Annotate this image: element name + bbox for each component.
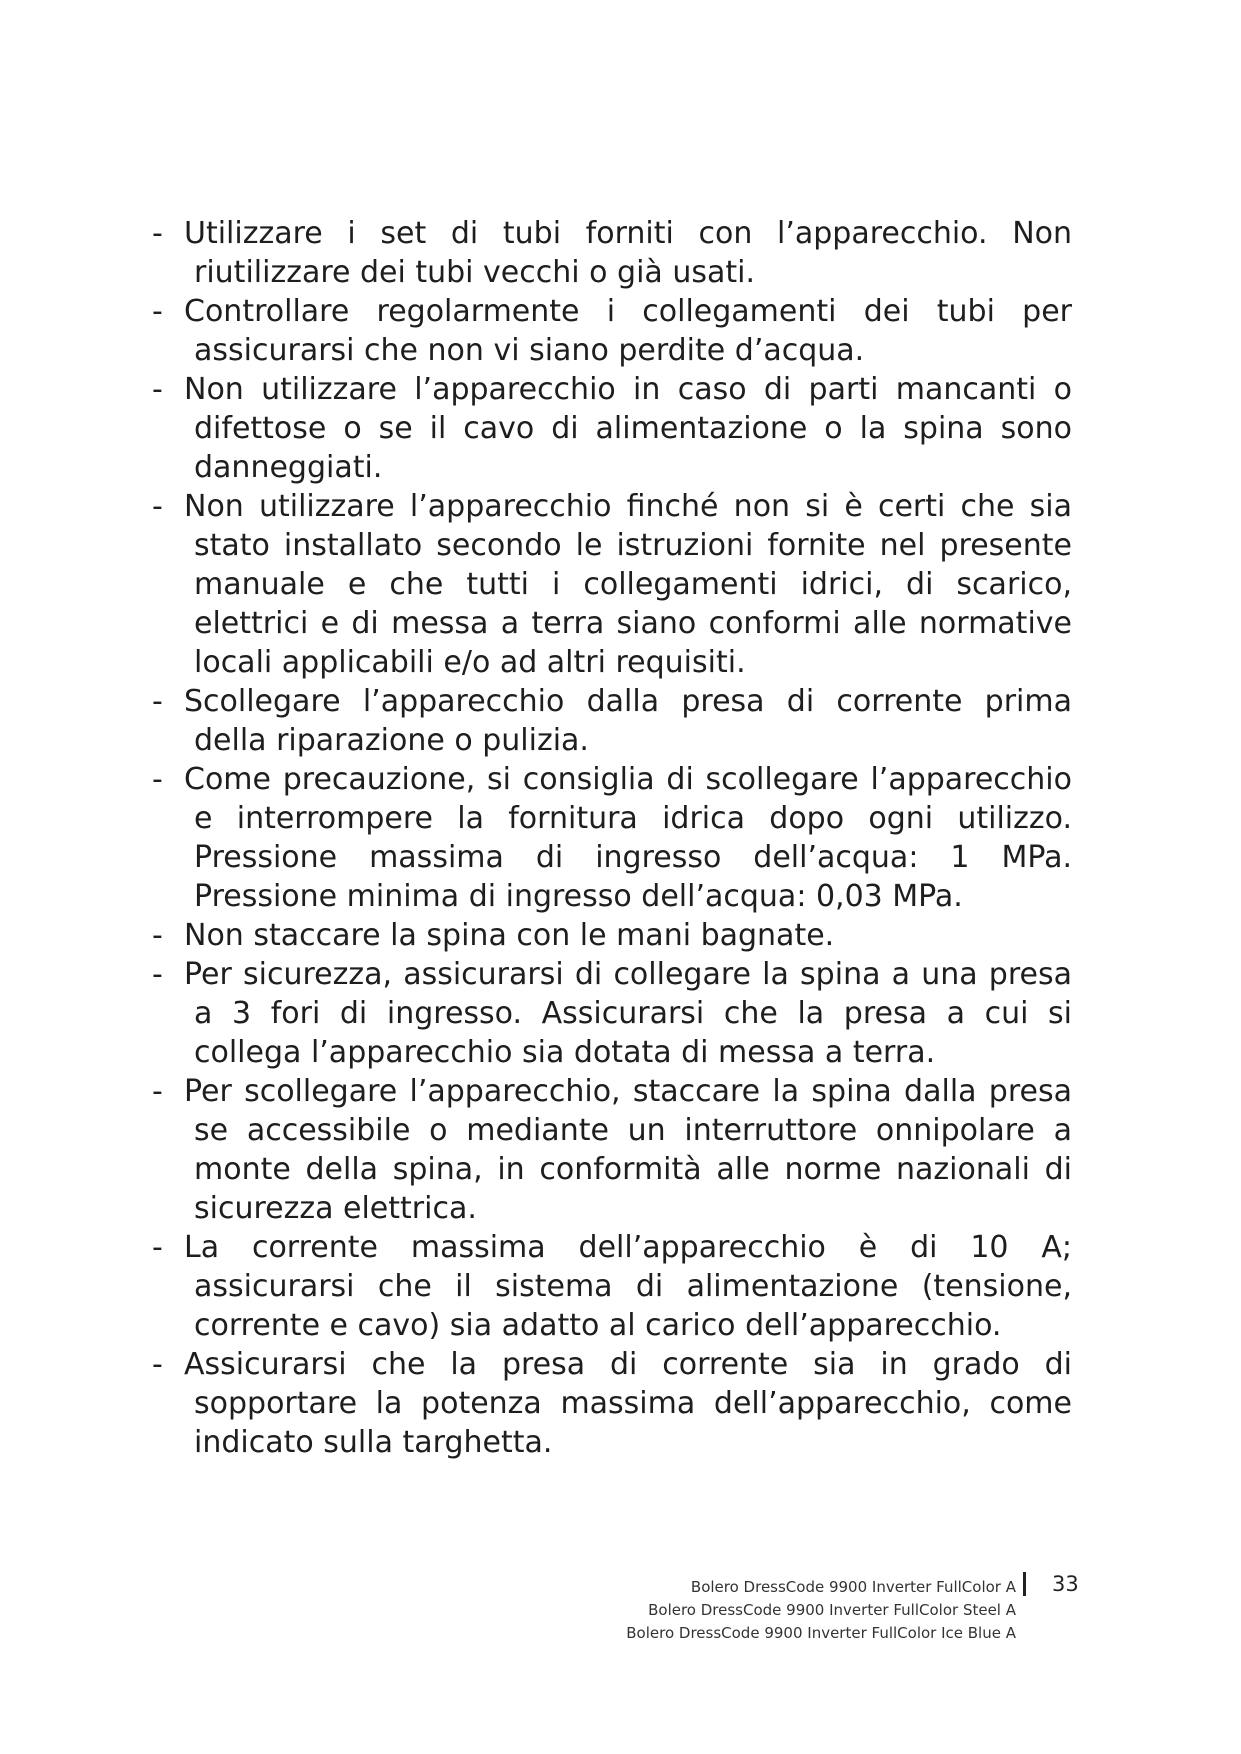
- list-item: [152, 1228, 1072, 1345]
- bullet-dash: -: [152, 489, 163, 524]
- footer-model-names: [626, 1576, 1016, 1645]
- list-item-text: Utilizzare i set di tubi forniti con l’apparecchio. Non riutilizzare dei tubi vecchi o già usati.: [184, 216, 1072, 290]
- list-item-text: Controllare regolarmente i collegamenti dei tubi per assicurarsi che non vi siano perdite d’acqua.: [184, 294, 1072, 368]
- bullet-list: [152, 214, 1072, 1462]
- list-item-text: Assicurarsi che la presa di corrente sia in grado di sopportare la potenza massima dell’apparecchio, come indicato sulla targhetta.: [184, 1347, 1072, 1460]
- footer-model-line: Bolero DressCode 9900 Inverter FullColor Steel A: [648, 1601, 1016, 1619]
- list-item-text: Non utilizzare l’apparecchio finché non si è certi che sia stato installato secondo le istruzioni fornite nel presente manuale e che tutti i collegamenti idrici, di scarico, elettrici e di messa a terra siano conformi alle normative locali applicabili e/o ad altri requisiti.: [184, 489, 1072, 680]
- bullet-dash: -: [152, 918, 163, 953]
- list-item-text: Scollegare l’apparecchio dalla presa di corrente prima della riparazione o pulizia.: [184, 684, 1072, 758]
- footer-model-line: Bolero DressCode 9900 Inverter FullColor A: [690, 1578, 1016, 1596]
- bullet-dash: -: [152, 1347, 163, 1382]
- bullet-dash: -: [152, 684, 163, 719]
- bullet-dash: -: [152, 216, 163, 251]
- bullet-dash: -: [152, 294, 163, 329]
- list-item-text: La corrente massima dell’apparecchio è di 10 A; assicurarsi che il sistema di alimentazione (tensione, corrente e cavo) sia adatto al carico dell’apparecchio.: [184, 1230, 1072, 1343]
- list-item: [152, 292, 1072, 370]
- list-item-text: Non staccare la spina con le mani bagnate.: [184, 918, 835, 953]
- page-number-separator: [1023, 1572, 1026, 1596]
- list-item: [152, 370, 1072, 487]
- list-item: [152, 682, 1072, 760]
- bullet-dash: -: [152, 372, 163, 407]
- list-item: [152, 1345, 1072, 1462]
- bullet-dash: -: [152, 1230, 163, 1265]
- list-item: [152, 487, 1072, 682]
- bullet-dash: -: [152, 957, 163, 992]
- bullet-dash: -: [152, 1074, 163, 1109]
- bullet-dash: -: [152, 762, 163, 797]
- list-item-text: Per scollegare l’apparecchio, staccare la spina dalla presa se accessibile o mediante un interruttore onnipolare a monte della spina, in conformità alle norme nazionali di sicurezza elettrica.: [184, 1074, 1072, 1226]
- list-item: [152, 955, 1072, 1072]
- list-item-text: Come precauzione, si consiglia di scollegare l’apparecchio e interrompere la fornitura idrica dopo ogni utilizzo. Pressione massima di ingresso dell’acqua: 1 MPa. Pressione minima di ingresso dell’acqua: 0,03 MPa.: [184, 762, 1072, 914]
- list-item: [152, 760, 1072, 916]
- list-item-text: Per sicurezza, assicurarsi di collegare la spina a una presa a 3 fori di ingresso. Assicurarsi che la presa a cui si collega l’apparecchio sia dotata di messa a terra.: [184, 957, 1072, 1070]
- safety-instructions: [152, 214, 1072, 1462]
- list-item: [152, 1072, 1072, 1228]
- footer-model-line: Bolero DressCode 9900 Inverter FullColor Ice Blue A: [626, 1624, 1016, 1642]
- list-item-text: Non utilizzare l’apparecchio in caso di parti mancanti o difettose o se il cavo di alimentazione o la spina sono danneggiati.: [184, 372, 1072, 485]
- page-number: 33: [1052, 1572, 1079, 1596]
- list-item: [152, 214, 1072, 292]
- list-item: [152, 916, 1072, 955]
